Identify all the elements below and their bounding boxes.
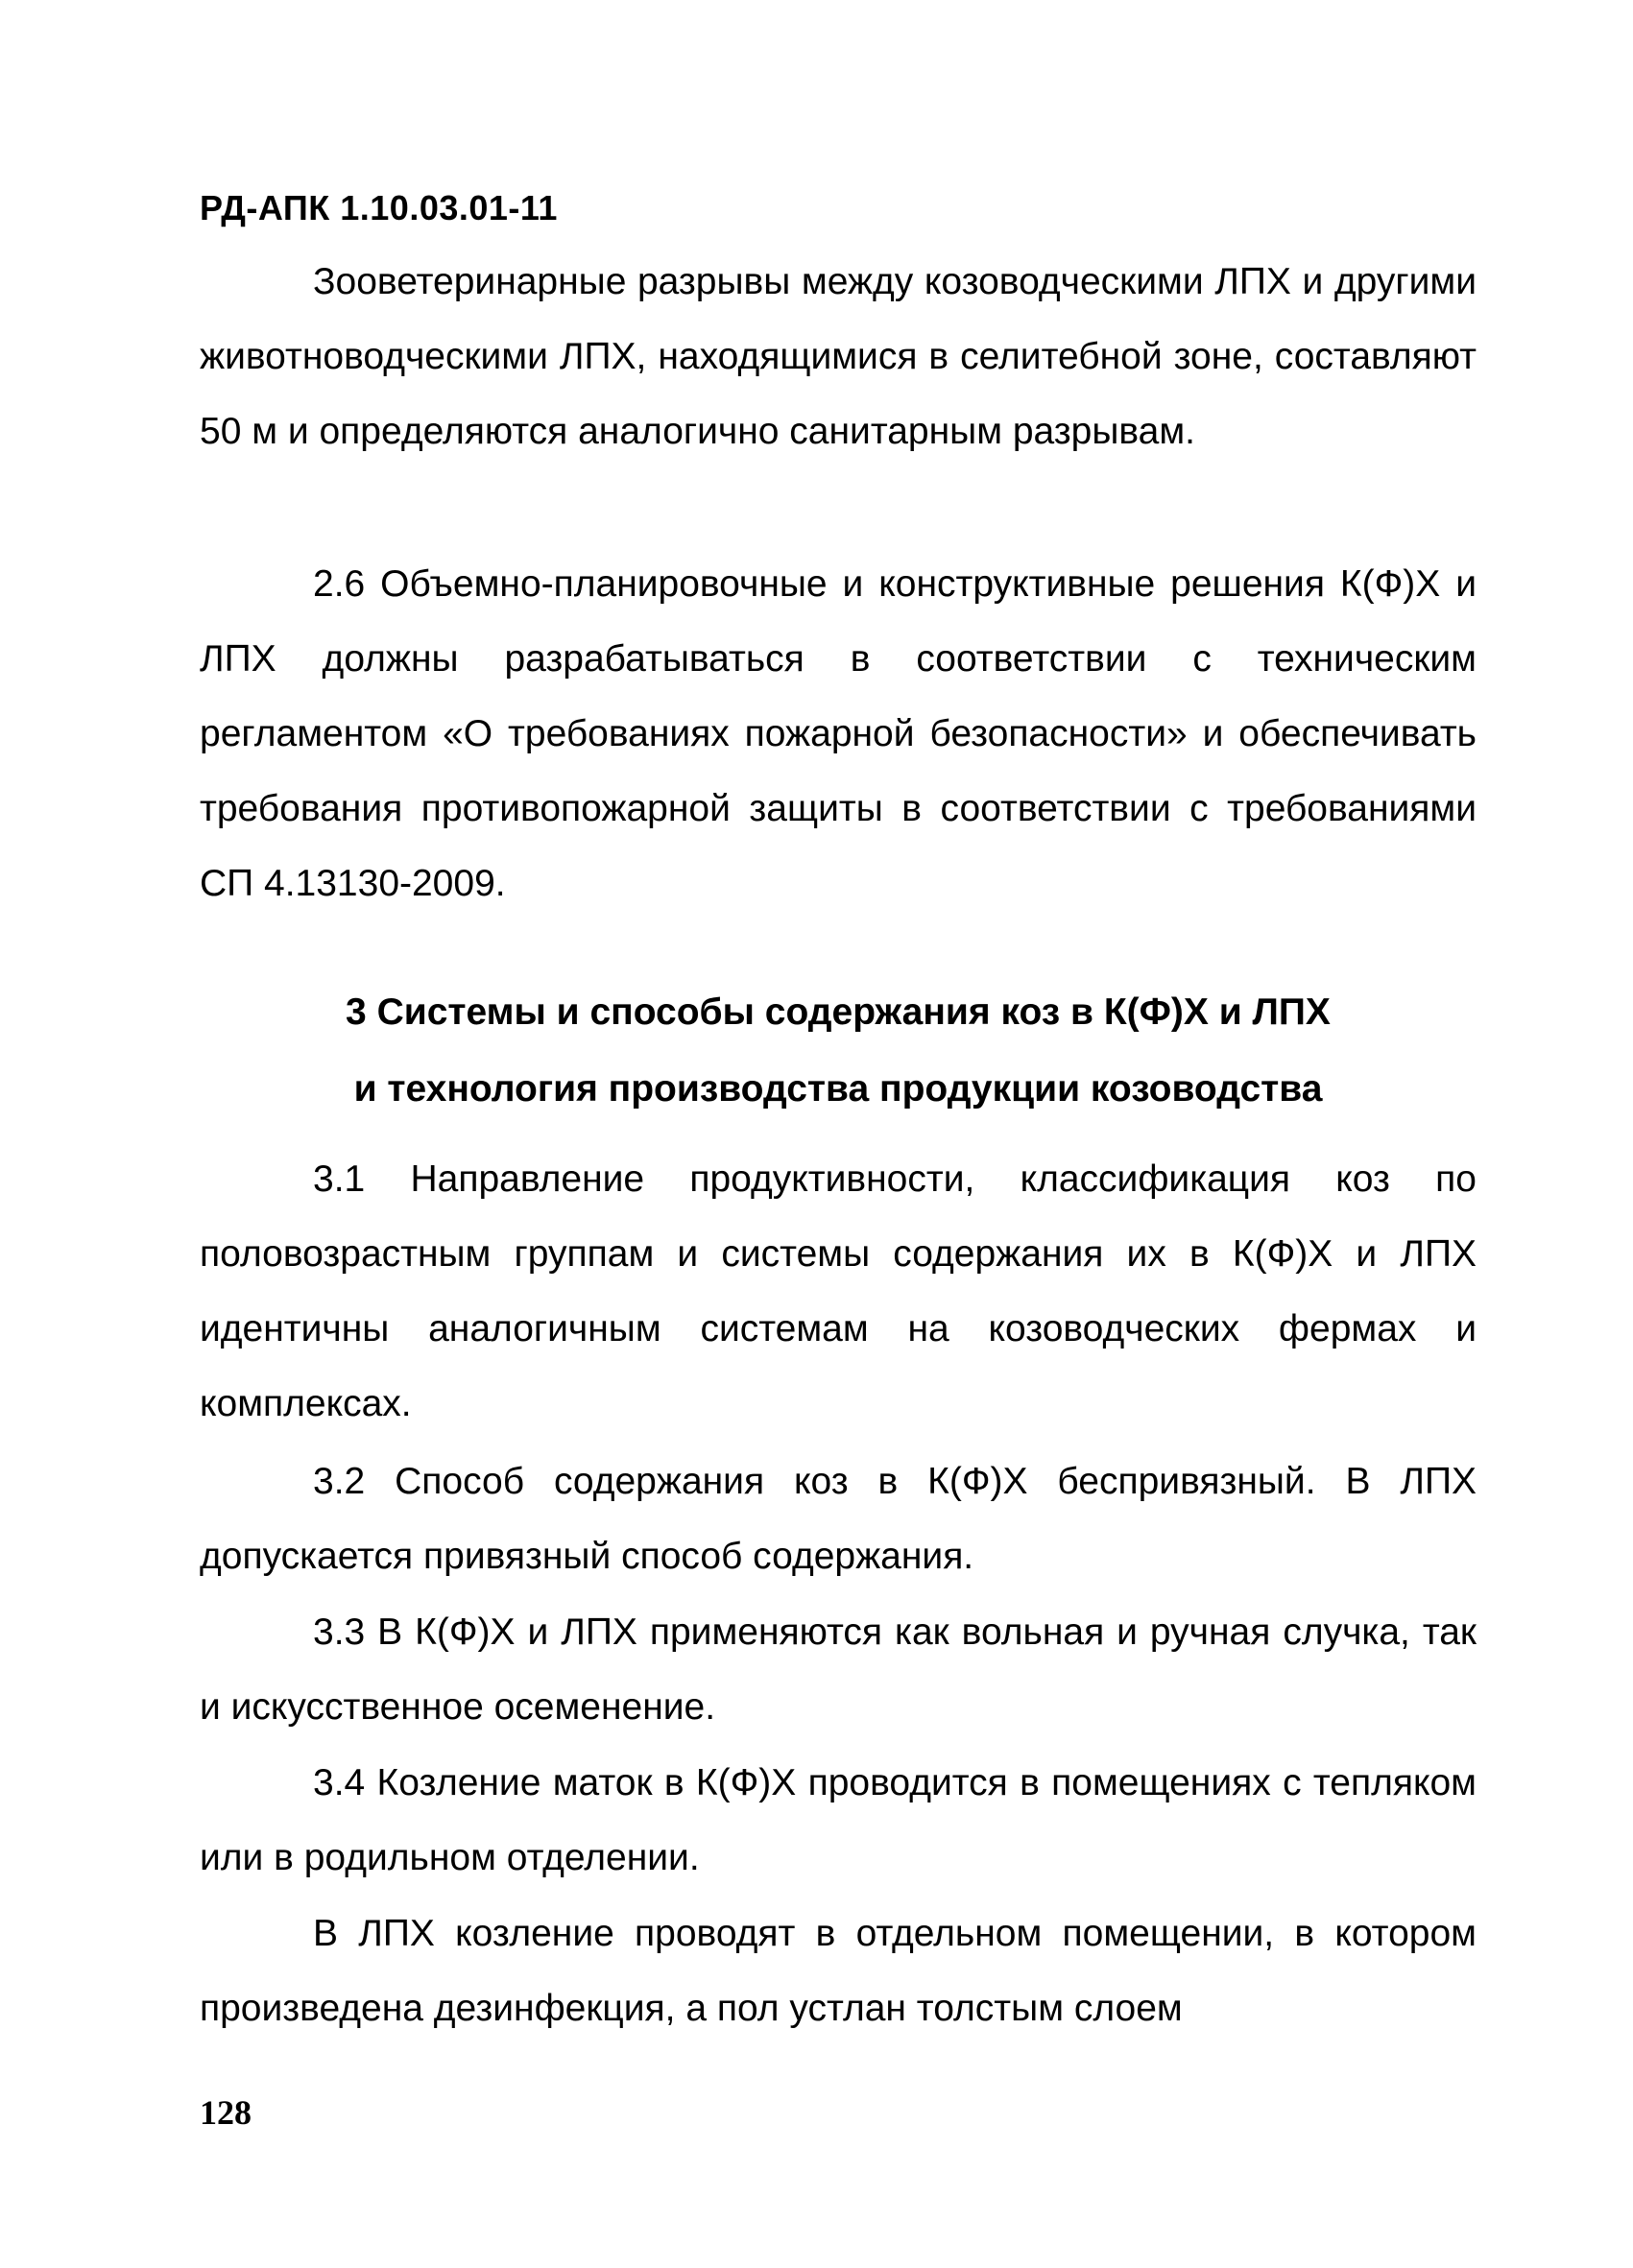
page-number: 128 xyxy=(200,2093,252,2132)
paragraph-3-4: 3.4 Козление маток в К(Ф)Х проводится в помещениях с тепляком или в родильном отделении. xyxy=(200,1762,1477,1878)
paragraph-zoovet-gaps: Зооветеринарные разрывы между козоводческими ЛПХ и другими животноводческими ЛПХ, находящимися в селитебной зоне, составляют 50 м и определяются аналогично санитарным разрывам. xyxy=(200,261,1477,452)
paragraph-2-6: 2.6 Объемно-планировочные и конструктивные решения К(Ф)Х и ЛПХ должны разрабатываться в соответствии с техническим регламентом «О требованиях пожарной безопасности» и обеспечивать требования противопожарной защиты в соответствии с требованиями СП 4.13130-2009. xyxy=(200,563,1477,904)
document-page xyxy=(200,0,1477,2268)
paragraph-3-2: 3.2 Способ содержания коз в К(Ф)Х беспривязный. В ЛПХ допускается привязный способ содержания. xyxy=(200,1461,1477,1577)
section-heading-line-1: 3 Системы и способы содержания коз в К(Ф)Х и ЛПХ xyxy=(346,991,1331,1033)
document-code: РД-АПК 1.10.03.01-11 xyxy=(200,188,558,227)
paragraph-3-1: 3.1 Направление продуктивности, классификация коз по половозрастным группам и системы содержания их в К(Ф)Х и ЛПХ идентичны аналогичным системам на козоводческих фермах и комплексах. xyxy=(200,1158,1477,1424)
paragraph-3-3: 3.3 В К(Ф)Х и ЛПХ применяются как вольная и ручная случка, так и искусственное осеменение. xyxy=(200,1611,1477,1728)
paragraph-lph-kidding: В ЛПХ козление проводят в отдельном помещении, в котором произведена дезинфекция, а пол устлан толстым слоем xyxy=(200,1913,1477,2029)
section-heading-line-2: и технология производства продукции козоводства xyxy=(353,1068,1323,1110)
